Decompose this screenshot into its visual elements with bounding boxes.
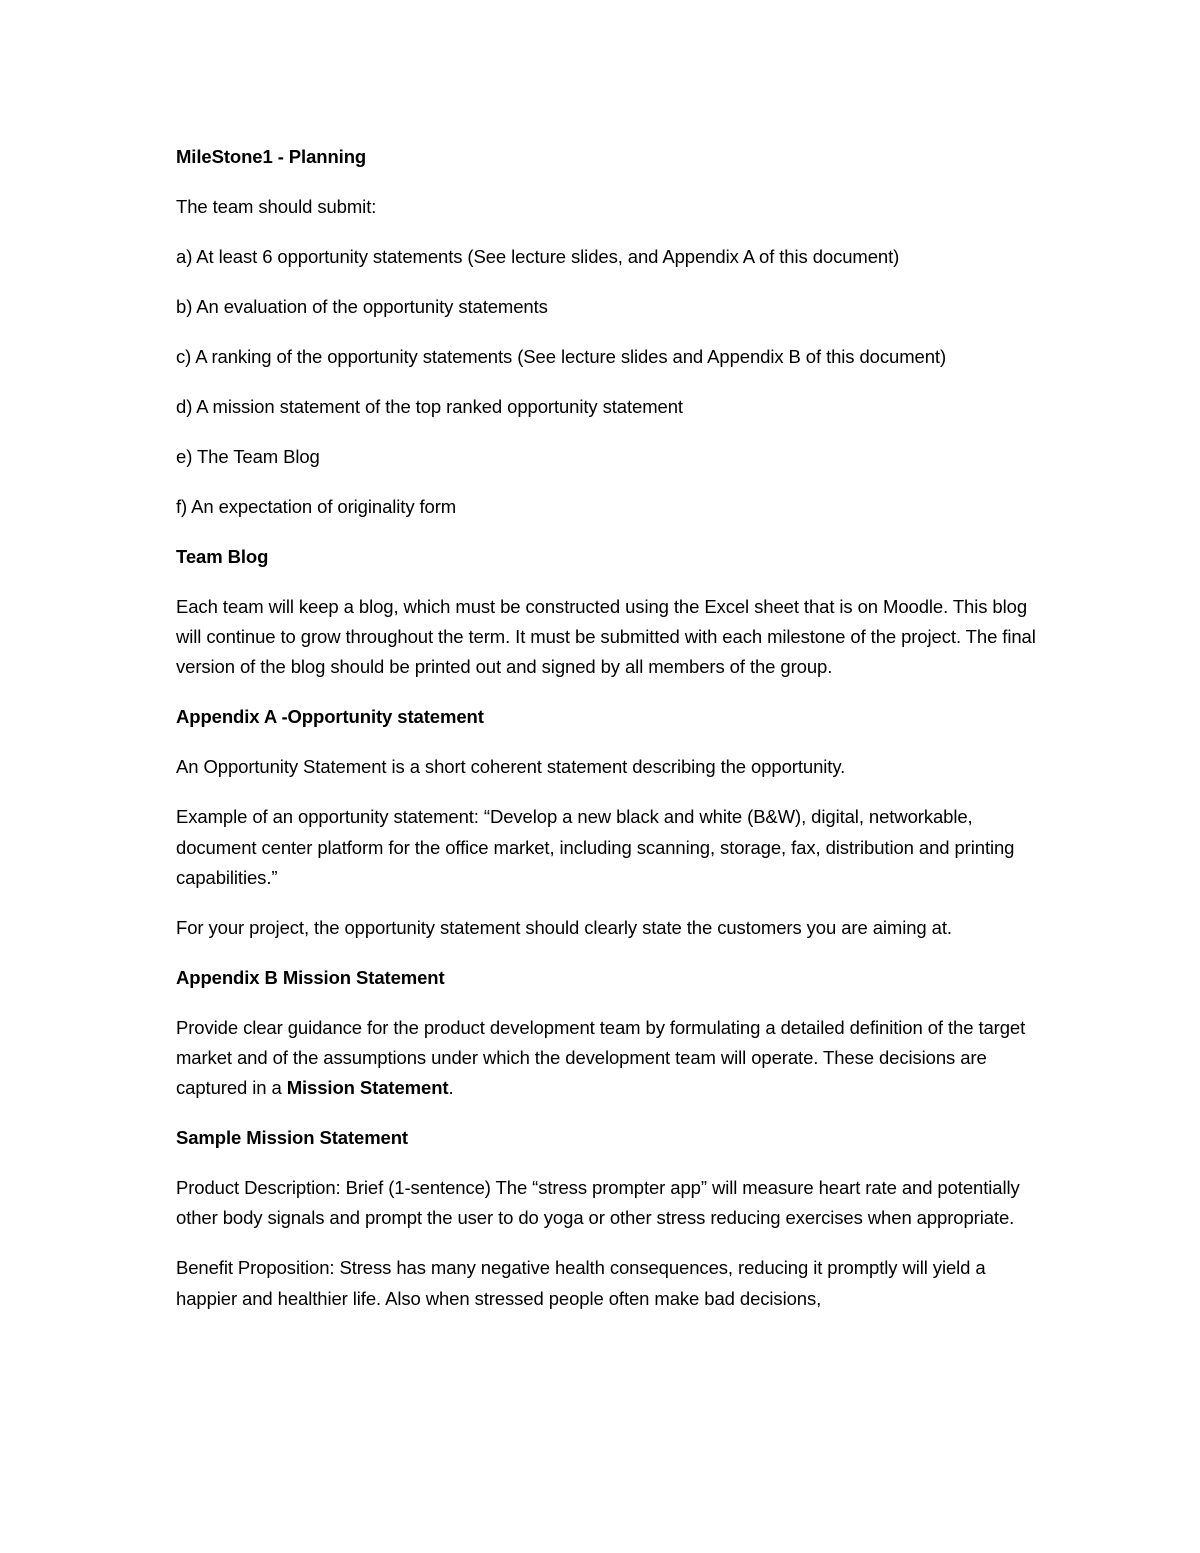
document-title: MileStone1 - Planning [176,146,367,167]
appendix-a-definition: An Opportunity Statement is a short coherent statement describing the opportunity. [176,756,846,778]
submission-item-e: e) The Team Blog [176,446,320,467]
appendix-b-body-bold: Mission Statement [286,1077,449,1099]
intro-text: The team should submit: [176,196,377,217]
appendix-b-heading: Appendix B Mission Statement [176,966,445,988]
submission-item-a: a) At least 6 opportunity statements (See lecture slides, and Appendix A of this document) [176,246,900,267]
submission-item-c: c) A ranking of the opportunity statements (See lecture slides and Appendix B of this document) [176,346,947,367]
team-blog-body: Each team will keep a blog, which must be constructed using the Excel sheet that is on Moodle. This blog will continue to grow throughout the term. It must be submitted with each milestone of the project. The final version of the blog should be printed out and signed by all members of the group. [176,596,1036,678]
submission-item-d: d) A mission statement of the top ranked opportunity statement [176,396,683,417]
appendix-b-body-suffix: . [448,1077,454,1099]
team-blog-heading: Team Blog [176,546,269,567]
submission-item-b: b) An evaluation of the opportunity statements [176,296,548,317]
sample-mission-heading: Sample Mission Statement [176,1127,408,1149]
appendix-a-guidance: For your project, the opportunity statement should clearly state the customers you are aiming at. [176,916,952,938]
appendix-b-body-prefix: Provide clear guidance for the product development team by formulating a detailed definition of the target market and of the assumptions under which the development team will operate. These decisions are captured in a [176,1016,1026,1099]
benefit-proposition: Benefit Proposition: Stress has many negative health consequences, reducing it promptly will yield a happier and healthier life. Also when stressed people often make bad decisions, [176,1257,986,1309]
appendix-b-body [176,1013,1040,1104]
appendix-a-example: Example of an opportunity statement: “Develop a new black and white (B&W), digital, networkable, document center platform for the office market, including scanning, storage, fax, distribution and printing capabilities.” [176,806,1015,888]
appendix-a-heading: Appendix A -Opportunity statement [176,706,484,728]
submission-item-f: f) An expectation of originality form [176,496,457,517]
product-description: Product Description: Brief (1-sentence) The “stress prompter app” will measure heart rate and potentially other body signals and prompt the user to do yoga or other stress reducing exercises when appropriate. [176,1177,1020,1229]
